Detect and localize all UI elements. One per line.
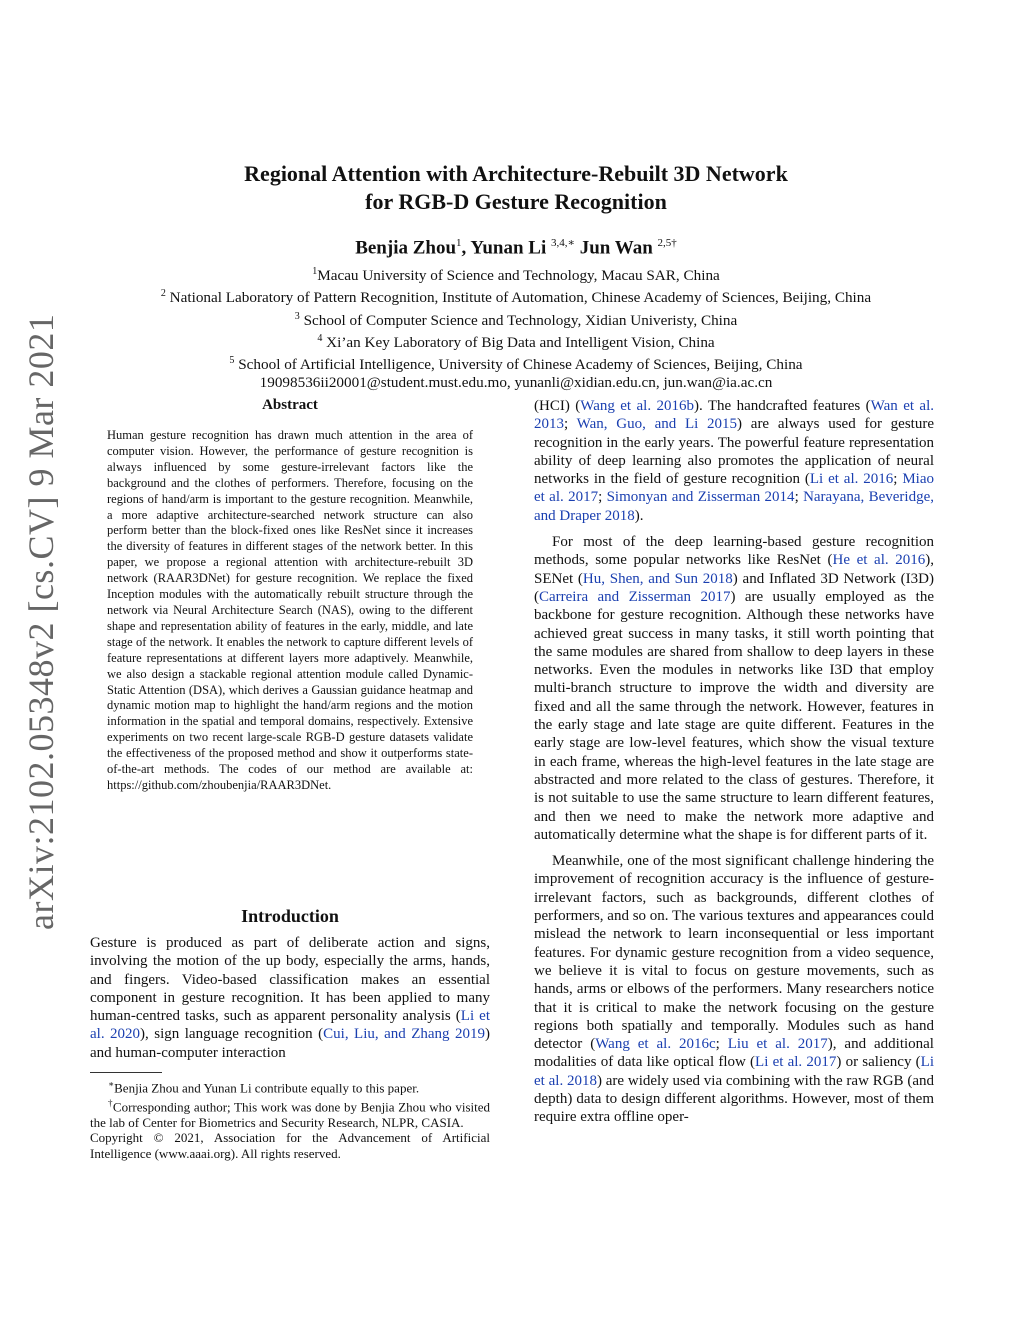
- footnote-2: †Corresponding author; This work was done by Benjia Zhou who visited the lab of Center for Biometrics and Security Research, NLPR, CASIA.: [90, 1097, 491, 1130]
- title-line-2: for RGB-D Gesture Recognition: [365, 189, 667, 214]
- author-1-mark: 1: [456, 237, 462, 249]
- citation-link[interactable]: Wan et al. 2013: [534, 398, 935, 433]
- citation-link[interactable]: Cui, Liu, and Zhang 2019: [323, 1026, 486, 1043]
- affiliation-3: School of Computer Science and Technology, Xidian Univeristy, China: [303, 311, 738, 329]
- abstract-body: Human gesture recognition has drawn much attention in the area of computer vision. However, the performance of gesture recognition is always influenced by some gesture-irrelevant factors like the background and the clothes of performers. Therefore, focusing on the regions of hand/arm is important to the gesture recognition. Meanwhile, a more adaptive architecture-searched network structure can also perform better than the block-fixed ones like ResNet since it increases the diversity of features in different stages of the network better. In this paper, we propose a regional attention with architecture-rebuilt 3D network (RAAR3DNet) for gesture recognition. We replace the fixed Inception modules with the automatically rebuilt structure through the network via Neural Architecture Search (NAS), owing to the different shape and representation ability of features in the early, middle, and late stage of the network. It enables the network to capture different levels of feature representations at different layers more adaptively. Meanwhile, we also design a stackable regional attention module called Dynamic-Static Attention (DSA), which derives a Gaussian guidance heatmap and dynamic motion map to highlight the hand/arm regions and the motion information in the spatial and temporal domains, respectively. Extensive experiments on two recent large-scale RGB-D gesture datasets validate the effectiveness of the proposed method and show it outperforms state-of-the-art methods. The codes of our method are available at: https://github.com/zhoubenjia/RAAR3DNet.: [107, 428, 473, 792]
- author-emails: 19098536ii20001@student.must.edu.mo, yunanli@xidian.edu.cn, jun.wan@ia.ac.cn: [259, 374, 773, 392]
- footnotes: [90, 1077, 490, 1161]
- right-column: [534, 397, 934, 1135]
- citation-link[interactable]: He et al. 2016: [832, 552, 926, 569]
- citation-link[interactable]: Wan, Guo, and Li 2015: [576, 416, 738, 433]
- copyright-notice: Copyright © 2021, Association for the Advancement of Artificial Intelligence (www.aaai.org). All rights reserved.: [90, 1130, 490, 1161]
- citation-link[interactable]: Carreira and Zisserman 2017: [539, 588, 731, 605]
- author-2: Yunan Li: [470, 237, 547, 259]
- footnote-rule: [90, 1072, 162, 1073]
- citation-link[interactable]: Narayana, Beveridge, and Draper 2018: [534, 489, 934, 524]
- citation-link[interactable]: Wang et al. 2016b: [580, 398, 694, 414]
- citation-link[interactable]: Miao et al. 2017: [534, 471, 934, 506]
- author-1: Benjia Zhou: [355, 237, 457, 259]
- author-2-mark: 3,4: [550, 237, 565, 249]
- affiliations: $^1$Macau University of Science and Technology, Macau SAR, China $^2$ National Laboratory of Pattern Recognition, Institute of Automation, Chinese Academy of Sciences, Beijing, China $^3$ School of Computer Science and Technology, Xidian Univeristy, China $^4$ Xi’an Key Laboratory of Big Data and Intelligent Vision, China $^5$ School of Artificial Intelligence, University of Chinese Academy of Sciences, Beijing, China 19098536ii20001@student.must.edu.mo, yunanli@xidian.edu.cn, jun.wan@ia.ac.cn: [90, 263, 942, 393]
- citation-link[interactable]: Liu et al. 2017: [727, 1036, 828, 1053]
- author-list: Benjia Zhou$^1$, Yunan Li $^{3,4,∗}$ Jun Wan $^{2,5\dagger}$: [355, 237, 677, 259]
- affiliation-4: Xi’an Key Laboratory of Big Data and Intelligent Vision, China: [326, 333, 715, 351]
- arxiv-stamp: arXiv:2102.05348v2 [cs.CV] 9 Mar 2021: [21, 313, 61, 930]
- right-paragraph-1: (HCI) (Wang et al. 2016b). The handcrafted features (Wan et al. 2013; Wan, Guo, and Li 2015) are always used for gesture recognition in the early years. The powerful feature representation ability of deep learning also promotes the application of neural networks in the field of gesture recognition (Li et al. 2016; Miao et al. 2017; Simonyan and Zisserman 2014; Narayana, Beveridge, and Draper 2018).: [534, 398, 935, 524]
- author-3: Jun Wan: [579, 237, 653, 259]
- author-2-star: ∗: [567, 237, 575, 249]
- right-paragraph-2: For most of the deep learning-based gesture recognition methods, some popular networks like ResNet (He et al. 2016), SENet (Hu, Shen, and Sun 2018) and Inflated 3D Network (I3D) (Carreira and Zisserman 2017) are usually employed as the backbone for gesture recognition. Although these networks have achieved great success in many tasks, it still worth pointing that the same modules are shared from shallow to deep layers in these networks. Even the modules in networks like I3D that employ multi-branch structure to improve the width and diversity are fixed and all the same through the network. However, features in the early stage and late stage are quite different. Features in the early stage are low-level features, which show the visual texture in each frame, whereas the high-level features in the late stage are abstracted and more related to the class of gestures. Therefore, it is not suitable to use the same structure to learn different features, and then we need to make the network more adaptive and automatically determine what the shape is for different parts of it.: [534, 534, 935, 843]
- citation-link[interactable]: Simonyan and Zisserman 2014: [606, 489, 795, 506]
- paper-title: [90, 160, 942, 216]
- footnote-1: ∗Benjia Zhou and Yunan Li contribute equally to this paper.: [108, 1079, 420, 1096]
- citation-link[interactable]: Hu, Shen, and Sun 2018: [582, 570, 733, 587]
- citation-link[interactable]: Li et al. 2018: [534, 1054, 934, 1089]
- affiliation-2: National Laboratory of Pattern Recognition, Institute of Automation, Chinese Academy of Sciences, Beijing, China: [169, 289, 872, 307]
- introduction-paragraph: Gesture is produced as part of deliberate action and signs, involving the motion of the up body, especially the arms, hands, and fingers. Video-based classification makes an essential component in gesture recognition. It has been applied to many human-centred tasks, such as apparent personality analysis (Li et al. 2020), sign language recognition (Cui, Liu, and Zhang 2019) and human-computer interaction: [90, 935, 491, 1061]
- affiliation-1: Macau University of Science and Technology, Macau SAR, China: [317, 267, 720, 285]
- citation-link[interactable]: Li et al. 2020: [90, 1008, 491, 1043]
- citation-link[interactable]: Wang et al. 2016c: [595, 1036, 716, 1053]
- abstract-heading: Abstract: [262, 397, 318, 413]
- citation-link[interactable]: Li et al. 2017: [755, 1054, 837, 1071]
- right-paragraph-3: Meanwhile, one of the most significant challenge hindering the improvement of recognition accuracy is the influence of gesture-irrelevant factors, such as backgrounds, different clothes of performers, and so on. The various textures and appearances could mislead the network to learn inconsequential or less important features. For dynamic gesture recognition from a video sequence, we believe it is vital to focus on gesture movements, such as hands, arms or elbows of the performers. Many researchers notice that it is critical to make the network focusing on the gesture regions both spatially and temporally. Modules such as hand detector (Wang et al. 2016c; Liu et al. 2017), and additional modalities of data like optical flow (Li et al. 2017) or saliency (Li et al. 2018) are widely used via combining with the raw RGB (and depth) data to design different algorithms. However, most of them require extra offline oper-: [534, 853, 934, 1126]
- introduction-heading: Introduction: [241, 906, 339, 926]
- citation-link[interactable]: Li et al. 2016: [809, 471, 894, 488]
- title-line-1: Regional Attention with Architecture-Rebuilt 3D Network: [244, 161, 788, 186]
- author-3-mark: 2,5†: [657, 237, 677, 249]
- affiliation-5: School of Artificial Intelligence, University of Chinese Academy of Sciences, Beijing, China: [238, 356, 803, 374]
